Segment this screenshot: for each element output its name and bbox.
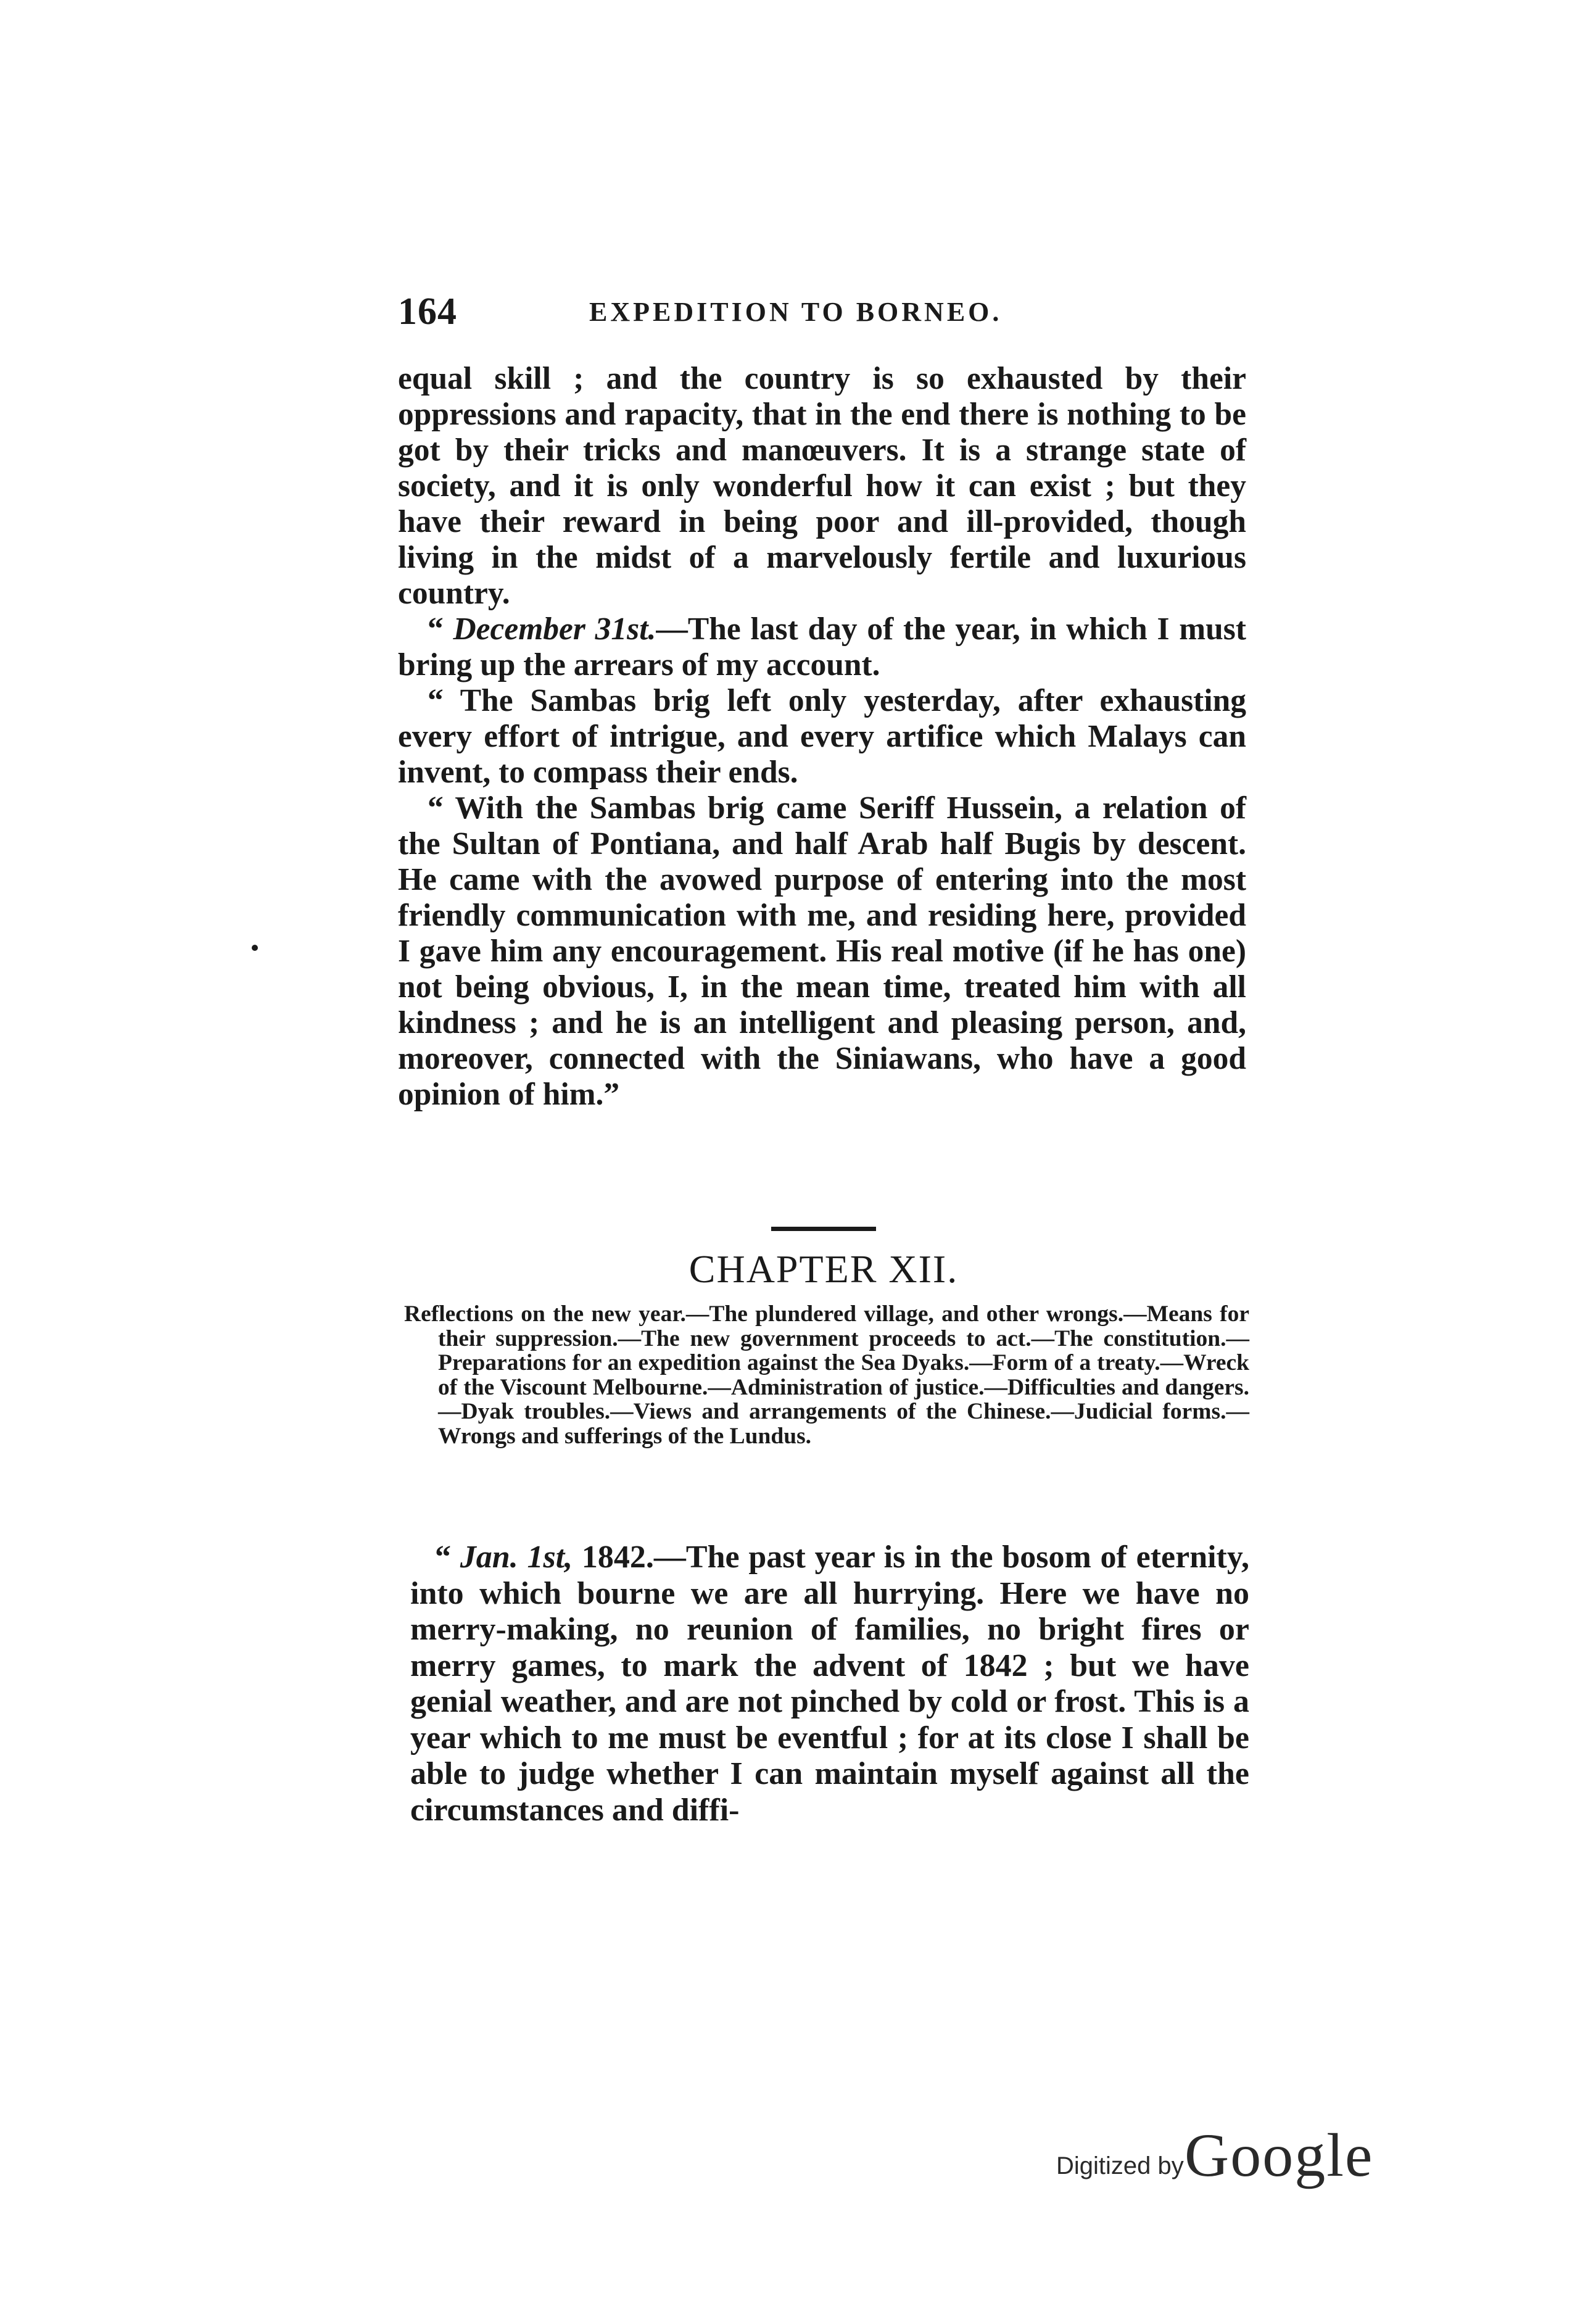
chapter-divider-rule [771, 1227, 876, 1231]
jan-entry-text: 1842.—The past year is in the bosom of eternity, into which bourne we are all hurrying. Here we have no merry-making, no reunion of families, no bright fires or merry games, to mark the advent of 1842 ; but we have genial weather, and are not pinched by cold or frost. This is a year which to me must be eventful ; for at its close I shall be able to judge whether I can maintain myself against all the circumstances and diffi- [410, 1540, 1250, 1828]
chapter-synopsis: Reflections on the new year.—The plundered village, and other wrongs.—Means for their suppression.—The new government proceeds to act.—The constitution.—Preparations for an expedition against the Sea Dyaks.—Form of a treaty.—Wreck of the Viscount Melbourne.—Administration of justice.—Difficulties and dangers.—Dyak troubles.—Views and arrangements of the Chinese.—Judicial forms.—Wrongs and sufferings of the Lundus. [404, 1301, 1249, 1449]
paragraph-seriff-hussein: “ With the Sambas brig came Seriff Hussein, a relation of the Sultan of Pontiana, and half Arab half Bugis by descent. He came with the avowed purpose of entering into the most friendly communication with me, and residing here, provided I gave him any encouragement. His real motive (if he has one) not being obvious, I, in the mean time, treated him with all kindness ; and he is an intelligent and pleasing person, and, moreover, connected with the Siniawans, who have a good opinion of him.” [398, 790, 1246, 1112]
entry-quote: “ [435, 1540, 460, 1575]
running-head [398, 290, 1237, 339]
google-logo: Google [1185, 2121, 1374, 2189]
running-title: EXPEDITION TO BORNEO. [589, 297, 1003, 327]
digitized-by-label: Digitized by [1056, 2152, 1184, 2179]
chapter-heading: CHAPTER XII. [688, 1247, 959, 1291]
page-number: 164 [398, 291, 457, 333]
paragraph-jan-entry [410, 1540, 1249, 1828]
margin-mark [252, 945, 258, 951]
body-text [398, 361, 1246, 1113]
paragraph-sambas-brig: “ The Sambas brig left only yesterday, after exhausting every effort of intrigue, and every artifice which Malays can invent, to compass their ends. [398, 683, 1246, 790]
entry-date-jan: Jan. 1st, [460, 1540, 573, 1575]
chapter-entry [410, 1540, 1249, 1828]
paragraph-continuation: equal skill ; and the country is so exhausted by their oppressions and rapacity, that in the end there is nothing to be got by their tricks and manœuvers. It is a strange state of society, and it is only wonderful how it can exist ; but they have their reward in being poor and ill-provided, though living in the midst of a marvelously fertile and luxurious country. [398, 361, 1246, 611]
paragraph-december-entry: “ December 31st.—The last day of the year, in which I must bring up the arrears of my account. [398, 612, 1247, 682]
entry-date: December 31st. [453, 612, 656, 647]
google-watermark [1018, 2120, 1388, 2194]
december-entry-text: —The last day of the year, in which I must bring up the arrears of my account. [398, 612, 1247, 682]
